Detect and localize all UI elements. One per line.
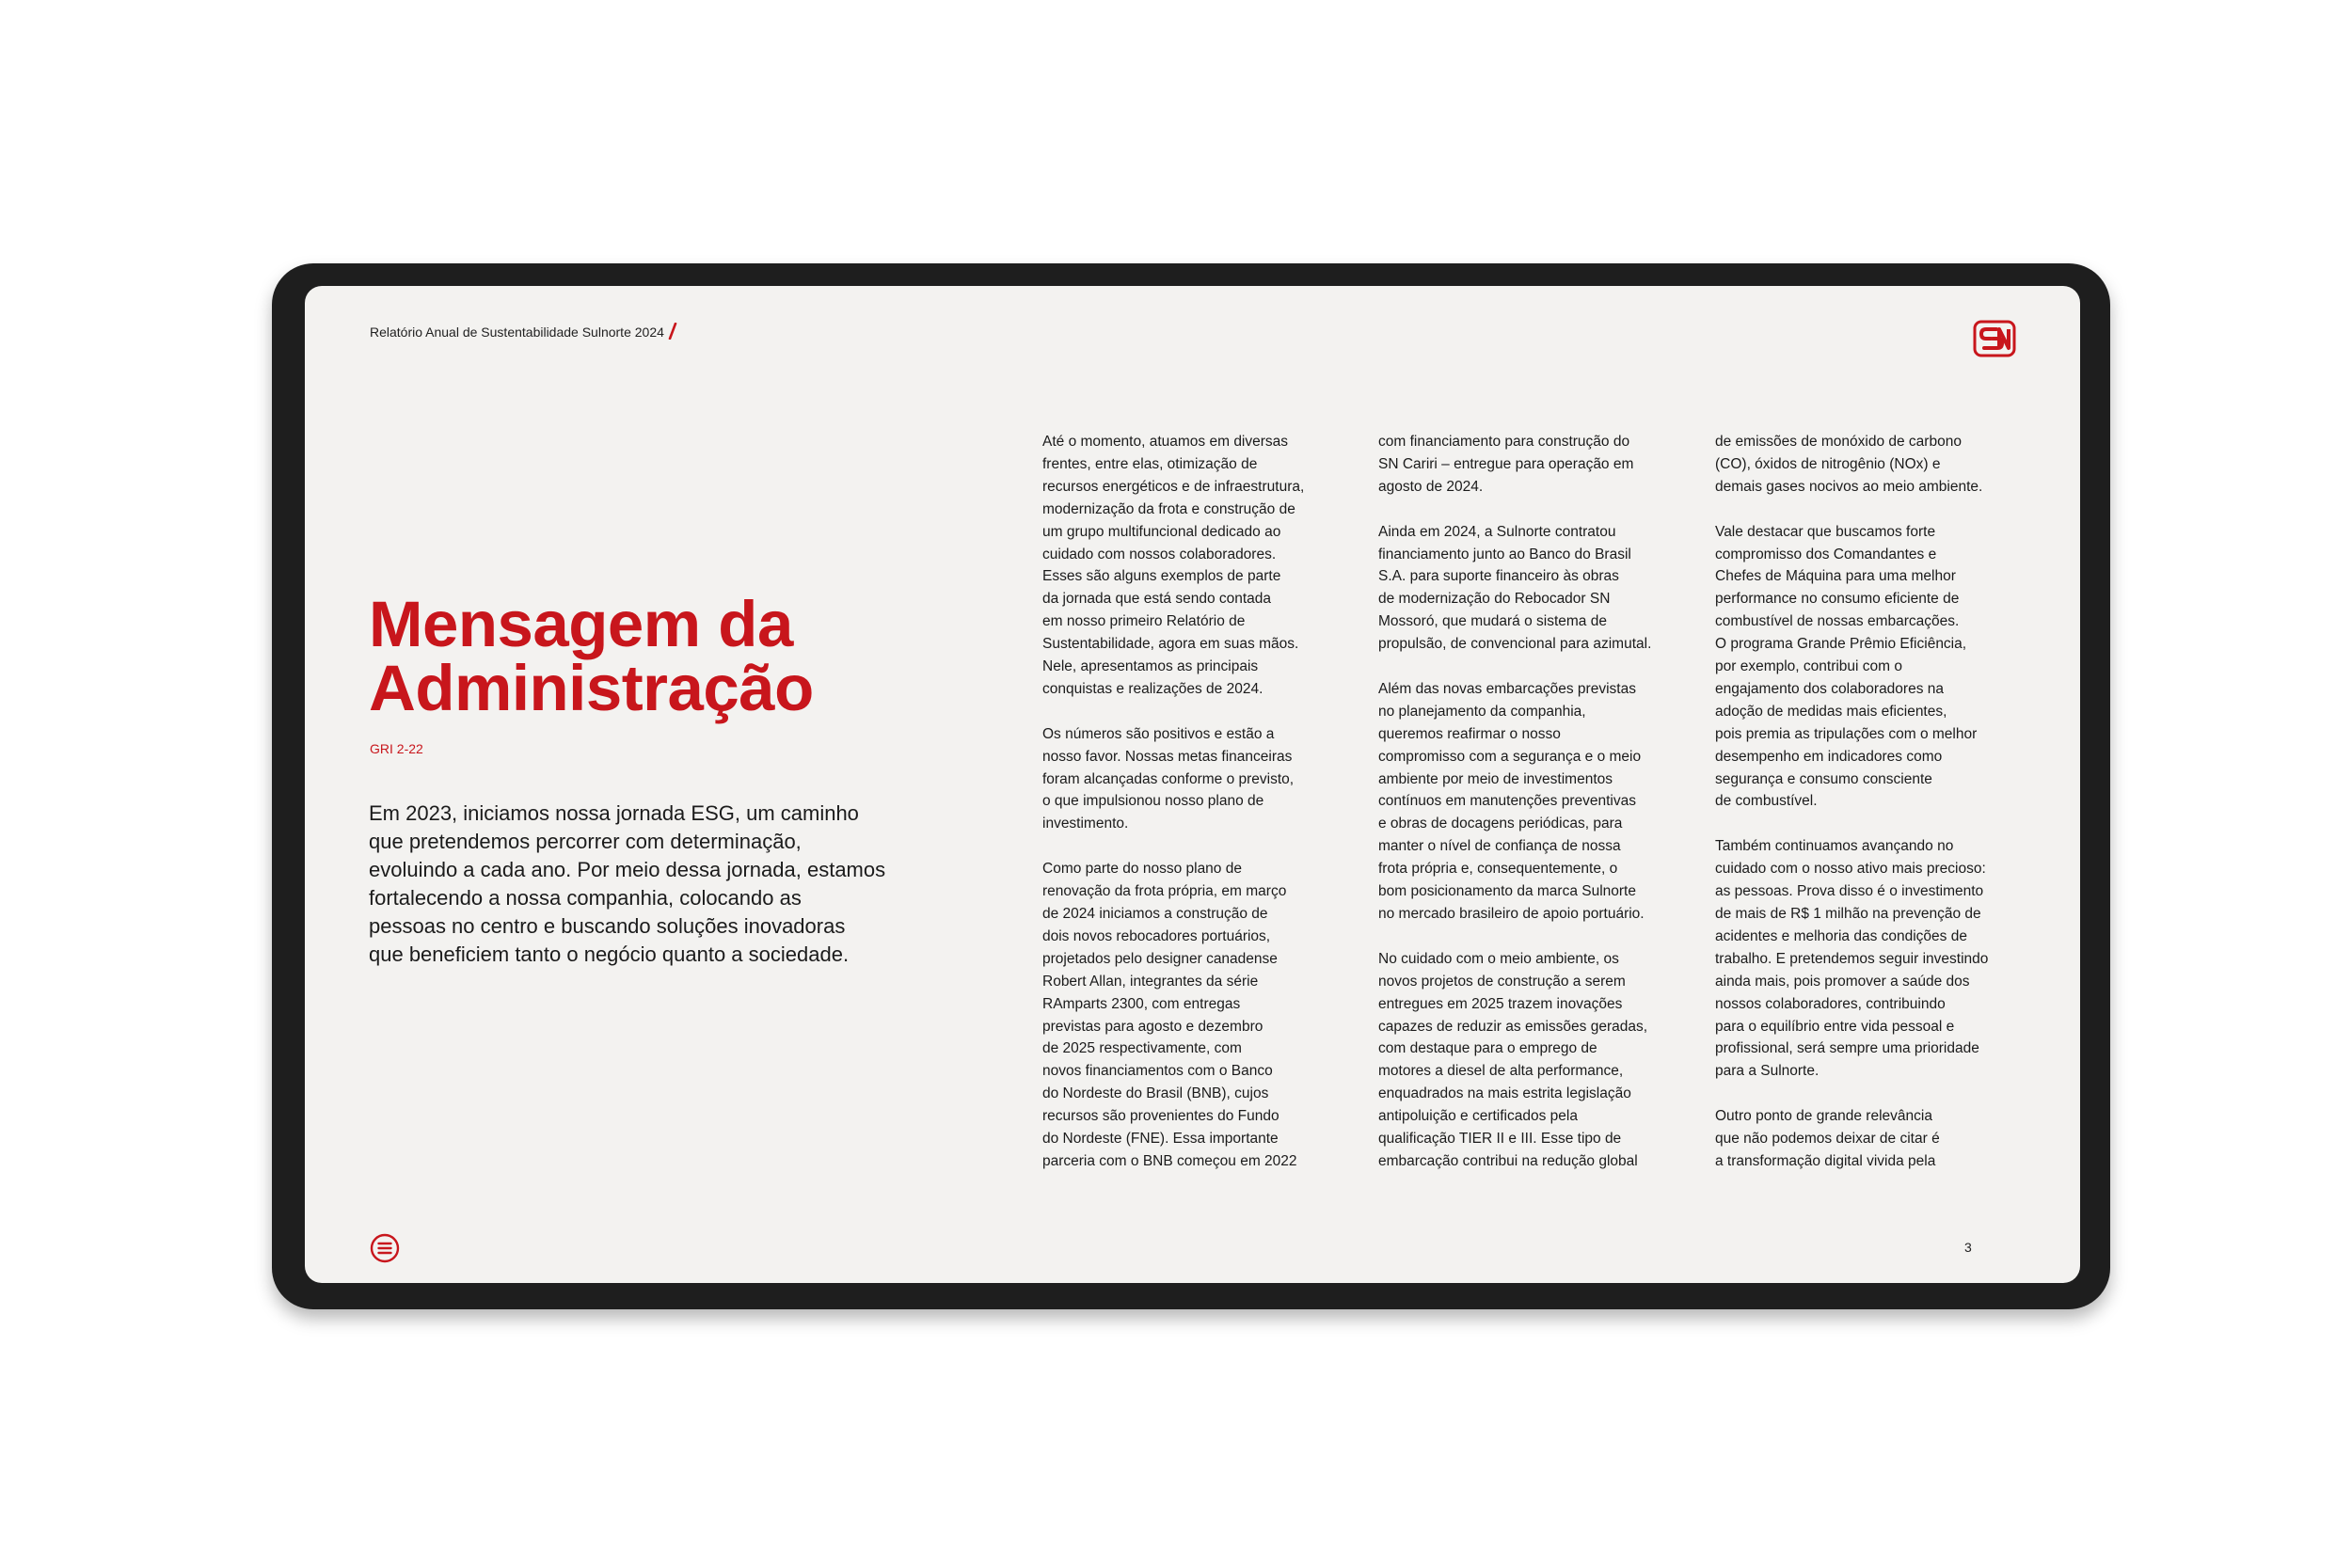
page-title-line-1: Mensagem da	[369, 588, 793, 660]
text-column-3	[1715, 431, 2026, 1196]
page-title	[369, 588, 1027, 724]
gri-tag: GRI 2-22	[370, 741, 423, 756]
page-number: 3	[1964, 1240, 1972, 1255]
paragraph: Outro ponto de grande relevância que não podemos deixar de citar é a transformação digital vivida pela	[1715, 1108, 1940, 1169]
slash-icon	[666, 323, 679, 340]
document-page	[305, 286, 2080, 1283]
paragraph: No cuidado com o meio ambiente, os novos projetos de construção a serem entregues em 2025 trazem inovações capazes de reduzir as emissões geradas, com destaque para o emprego de motores a diesel de alta performance, enquadrados na mais estrita legislação antipoluição e certificados pela qualificação TIER II e III. Esse tipo de embarcação contribui na redução global	[1378, 950, 1648, 1169]
paragraph: Até o momento, atuamos em diversas frentes, entre elas, otimização de recursos energéticos e de infraestrutura, modernização da frota e construção de um grupo multifuncional dedicado ao cuidado com nossos colaboradores. Esses são alguns exemplos de parte da jornada que está sendo contada em nosso primeiro Relatório de Sustentabilidade, agora em suas mãos. Nele, apresentamos as principais conquistas e realizações de 2024.	[1042, 434, 1305, 697]
paragraph: Além das novas embarcações previstas no planejamento da companhia, queremos reafirmar o nosso compromisso com a segurança e o meio ambiente por meio de investimentos contínuos em manutenções preventivas e obras de docagens periódicas, para manter o nível de confiança de nossa frota própria e, consequentemente, o bom posicionamento da marca Sulnorte no mercado brasileiro de apoio portuário.	[1378, 680, 1645, 922]
paragraph: de emissões de monóxido de carbono (CO), óxidos de nitrogênio (NOx) e demais gases nocivos ao meio ambiente.	[1715, 434, 1983, 495]
intro-paragraph: Em 2023, iniciamos nossa jornada ESG, um caminho que pretendemos percorrer com determinação, evoluindo a cada ano. Por meio dessa jornada, estamos fortalecendo a nossa companhia, colocando as pessoas no centro e buscando soluções inovadoras que beneficiem tanto o negócio quanto a sociedade.	[369, 801, 886, 966]
paragraph: Também continuamos avançando no cuidado com o nosso ativo mais precioso: as pessoas. Prova disso é o investimento de mais de R$ 1 milhão na prevenção de acidentes e melhoria das condições de trabalho. E pretendemos seguir investindo ainda mais, pois promover a saúde dos nossos colaboradores, contribuindo para o equilíbrio entre vida pessoal e profissional, será sempre uma prioridade para a Sulnorte.	[1715, 838, 1989, 1080]
page-title-line-2: Administração	[369, 652, 814, 724]
report-header-title: Relatório Anual de Sustentabilidade Sulnorte 2024	[370, 325, 664, 340]
paragraph: Vale destacar que buscamos forte compromisso dos Comandantes e Chefes de Máquina para uma melhor performance no consumo eficiente de combustível de nossas embarcações. O programa Grande Prêmio Eficiência, por exemplo, contribui com o engajamento dos colaboradores na adoção de medidas mais eficientes, pois premia as tripulações com o melhor desempenho em indicadores como segurança e consumo consciente de combustível.	[1715, 523, 1978, 810]
paragraph: Os números são positivos e estão a nosso favor. Nossas metas financeiras foram alcançadas conforme o previsto, o que impulsionou nosso plano de investimento.	[1042, 725, 1295, 832]
menu-icon[interactable]	[370, 1233, 400, 1263]
paragraph: Ainda em 2024, a Sulnorte contratou financiamento junto ao Banco do Brasil S.A. para suporte financeiro às obras de modernização do Rebocador SN Mossoró, que mudará o sistema de propulsão, de convencional para azimutal.	[1378, 523, 1652, 653]
paragraph: Como parte do nosso plano de renovação da frota própria, em março de 2024 iniciamos a construção de dois novos rebocadores portuários, projetados pelo designer canadense Robert Allan, integrantes da série RAmparts 2300, com entregas previstas para agosto e dezembro de 2025 respectivamente, com novos financiamentos com o Banco do Nordeste do Brasil (BNB), cujos recursos são provenientes do Fundo do Nordeste (FNE). Essa importante parceria com o BNB começou em 2022	[1042, 861, 1297, 1169]
sulnorte-logo-icon	[1973, 319, 2016, 358]
text-column-2	[1378, 431, 1689, 1196]
paragraph: com financiamento para construção do SN Cariri – entregue para operação em agosto de 2024.	[1378, 434, 1634, 495]
text-column-1	[1042, 431, 1353, 1196]
